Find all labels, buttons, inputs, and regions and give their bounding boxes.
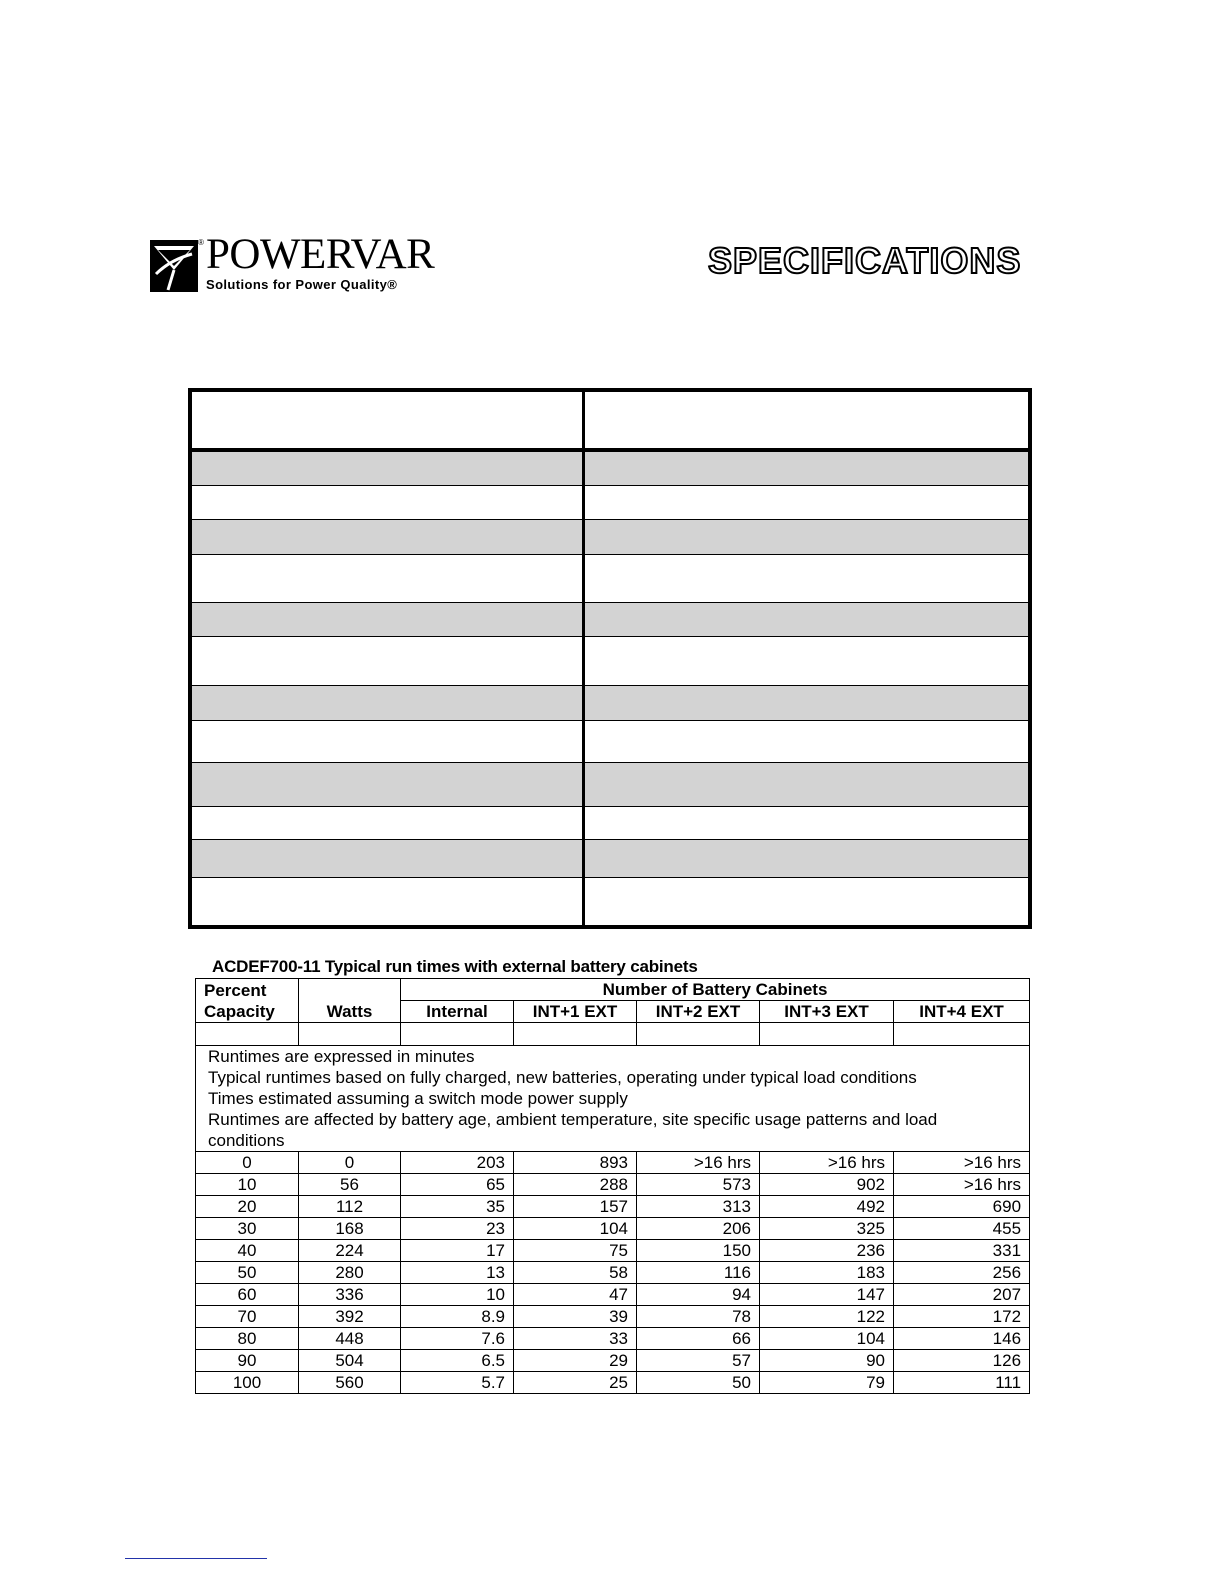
spec-cell (190, 720, 583, 762)
watts-header: Watts (299, 979, 401, 1023)
spec-cell (583, 520, 1030, 554)
runtime-cell: 75 (514, 1240, 637, 1262)
runtime-cell: 224 (299, 1240, 401, 1262)
spec-row (190, 839, 1030, 877)
runtime-cell: 94 (637, 1284, 760, 1306)
blank-cell (637, 1023, 760, 1046)
runtime-cell: 104 (760, 1328, 894, 1350)
spec-row (190, 637, 1030, 685)
runtime-cell: 7.6 (401, 1328, 514, 1350)
runtime-cell: 207 (894, 1284, 1030, 1306)
runtime-cell: 40 (196, 1240, 299, 1262)
runtime-cell: >16 hrs (894, 1152, 1030, 1174)
blank-cell (196, 1023, 299, 1046)
spec-cell (190, 486, 583, 520)
spec-cell (190, 878, 583, 927)
spec-cell (583, 450, 1030, 485)
runtime-cell: 448 (299, 1328, 401, 1350)
spec-cell (583, 720, 1030, 762)
runtime-cell: 336 (299, 1284, 401, 1306)
spec-cell (583, 637, 1030, 685)
runtime-cell: 313 (637, 1196, 760, 1218)
note-line: Typical runtimes based on fully charged, new batteries, operating under typical load conditions (208, 1068, 917, 1087)
runtime-cell: 325 (760, 1218, 894, 1240)
runtime-cell: 29 (514, 1350, 637, 1372)
spec-cell (583, 685, 1030, 720)
runtime-cell: 70 (196, 1306, 299, 1328)
note-line: Times estimated assuming a switch mode power supply (208, 1089, 628, 1108)
runtime-cell: 20 (196, 1196, 299, 1218)
runtime-cell: 331 (894, 1240, 1030, 1262)
runtime-row (196, 1284, 1030, 1306)
runtime-notes-row (196, 1046, 1030, 1152)
runtime-cell: 111 (894, 1372, 1030, 1394)
spec-cell (190, 450, 583, 485)
spec-cell (583, 603, 1030, 637)
runtime-cell: 17 (401, 1240, 514, 1262)
spec-row (190, 806, 1030, 839)
runtime-cell: 172 (894, 1306, 1030, 1328)
runtime-notes (196, 1046, 1030, 1152)
runtime-cell: 150 (637, 1240, 760, 1262)
runtime-cell: 100 (196, 1372, 299, 1394)
int2-header: INT+2 EXT (637, 1001, 760, 1023)
runtime-row (196, 1306, 1030, 1328)
runtime-cell: 126 (894, 1350, 1030, 1372)
spec-row (190, 520, 1030, 554)
runtime-cell: 66 (637, 1328, 760, 1350)
spec-cell (583, 390, 1030, 450)
runtime-table (195, 978, 1030, 1394)
runtime-cell: 57 (637, 1350, 760, 1372)
spec-cell (583, 486, 1030, 520)
runtime-cell: 256 (894, 1262, 1030, 1284)
runtime-cell: 147 (760, 1284, 894, 1306)
runtime-row (196, 1350, 1030, 1372)
page-title: SPECIFICATIONS (708, 240, 1022, 281)
spec-cell (190, 554, 583, 602)
runtime-cell: 50 (196, 1262, 299, 1284)
spec-row (190, 603, 1030, 637)
runtime-row (196, 1262, 1030, 1284)
runtime-cell: 23 (401, 1218, 514, 1240)
runtime-cell: 280 (299, 1262, 401, 1284)
spec-cell (190, 637, 583, 685)
runtime-cell: 79 (760, 1372, 894, 1394)
runtime-cell: 8.9 (401, 1306, 514, 1328)
runtime-row (196, 1218, 1030, 1240)
runtime-cell: 13 (401, 1262, 514, 1284)
spec-cell (190, 685, 583, 720)
runtime-cell: 60 (196, 1284, 299, 1306)
runtime-row (196, 1174, 1030, 1196)
spec-row (190, 486, 1030, 520)
spec-cell (190, 806, 583, 839)
runtime-data-rows (196, 1152, 1030, 1394)
runtime-cell: >16 hrs (894, 1174, 1030, 1196)
note-line: Runtimes are expressed in minutes (208, 1047, 475, 1066)
runtime-cell: 288 (514, 1174, 637, 1196)
runtime-cell: 10 (401, 1284, 514, 1306)
specifications-table (188, 388, 1032, 929)
runtime-cell: 893 (514, 1152, 637, 1174)
internal-header: Internal (401, 1001, 514, 1023)
runtime-row (196, 1196, 1030, 1218)
runtime-cell: 5.7 (401, 1372, 514, 1394)
runtime-cell: 573 (637, 1174, 760, 1196)
blank-cell (514, 1023, 637, 1046)
runtime-row (196, 1152, 1030, 1174)
runtime-cell: 690 (894, 1196, 1030, 1218)
runtime-cell: 80 (196, 1328, 299, 1350)
spec-row (190, 685, 1030, 720)
battery-cabinets-header: Number of Battery Cabinets (401, 979, 1030, 1001)
runtime-cell: 90 (760, 1350, 894, 1372)
runtime-blank-row (196, 1023, 1030, 1046)
runtime-cell: 78 (637, 1306, 760, 1328)
runtime-cell: 504 (299, 1350, 401, 1372)
runtime-cell: 0 (299, 1152, 401, 1174)
runtime-cell: 236 (760, 1240, 894, 1262)
runtime-cell: 39 (514, 1306, 637, 1328)
powervar-logo-mark-icon (150, 240, 198, 292)
spec-cell (583, 806, 1030, 839)
percent-header-line: Percent (204, 980, 267, 1000)
spec-cell (190, 839, 583, 877)
runtime-cell: 455 (894, 1218, 1030, 1240)
runtime-cell: 65 (401, 1174, 514, 1196)
spec-row (190, 450, 1030, 485)
spec-row (190, 720, 1030, 762)
runtime-cell: 90 (196, 1350, 299, 1372)
runtime-cell: 168 (299, 1218, 401, 1240)
spec-cell (583, 763, 1030, 806)
runtime-cell: 10 (196, 1174, 299, 1196)
runtime-cell: 58 (514, 1262, 637, 1284)
spec-row (190, 878, 1030, 927)
registered-mark: ® (198, 238, 204, 247)
runtime-cell: 902 (760, 1174, 894, 1196)
runtime-cell: 0 (196, 1152, 299, 1174)
runtime-row (196, 1328, 1030, 1350)
spec-cell (190, 390, 583, 450)
brand-tagline: Solutions for Power Quality® (206, 277, 398, 292)
runtime-cell: 203 (401, 1152, 514, 1174)
runtime-cell: 116 (637, 1262, 760, 1284)
spec-cell (190, 763, 583, 806)
blank-cell (760, 1023, 894, 1046)
runtime-cell: 560 (299, 1372, 401, 1394)
runtime-cell: 392 (299, 1306, 401, 1328)
runtime-cell: 183 (760, 1262, 894, 1284)
runtime-table-title: ACDEF700-11 Typical run times with external battery cabinets (212, 957, 698, 976)
runtime-cell: 6.5 (401, 1350, 514, 1372)
spec-row (190, 554, 1030, 602)
powervar-logo (150, 231, 450, 294)
runtime-cell: 122 (760, 1306, 894, 1328)
spec-row (190, 763, 1030, 806)
runtime-row (196, 1240, 1030, 1262)
int4-header: INT+4 EXT (894, 1001, 1030, 1023)
runtime-cell: 146 (894, 1328, 1030, 1350)
runtime-cell: 104 (514, 1218, 637, 1240)
blank-cell (894, 1023, 1030, 1046)
percent-capacity-header (196, 979, 299, 1023)
runtime-cell: 47 (514, 1284, 637, 1306)
runtime-cell: 56 (299, 1174, 401, 1196)
blank-cell (299, 1023, 401, 1046)
spec-cell (583, 839, 1030, 877)
runtime-cell: 157 (514, 1196, 637, 1218)
spec-cell (190, 520, 583, 554)
spec-header-row (190, 390, 1030, 450)
blank-cell (401, 1023, 514, 1046)
spec-cell (190, 603, 583, 637)
runtime-cell: 206 (637, 1218, 760, 1240)
runtime-cell: >16 hrs (637, 1152, 760, 1174)
runtime-header-row-1 (196, 979, 1030, 1001)
runtime-cell: 25 (514, 1372, 637, 1394)
runtime-cell: 30 (196, 1218, 299, 1240)
int3-header: INT+3 EXT (760, 1001, 894, 1023)
runtime-cell: >16 hrs (760, 1152, 894, 1174)
capacity-header-line: Capacity (204, 1001, 275, 1021)
spec-cell (583, 878, 1030, 927)
note-line: Runtimes are affected by battery age, ambient temperature, site specific usage patterns and load conditions (208, 1110, 938, 1150)
runtime-cell: 112 (299, 1196, 401, 1218)
runtime-cell: 50 (637, 1372, 760, 1394)
runtime-row (196, 1372, 1030, 1394)
runtime-cell: 492 (760, 1196, 894, 1218)
footer-rule (125, 1558, 267, 1559)
brand-name: POWERVAR (206, 231, 435, 278)
runtime-cell: 33 (514, 1328, 637, 1350)
spec-cell (583, 554, 1030, 602)
runtime-cell: 35 (401, 1196, 514, 1218)
int1-header: INT+1 EXT (514, 1001, 637, 1023)
